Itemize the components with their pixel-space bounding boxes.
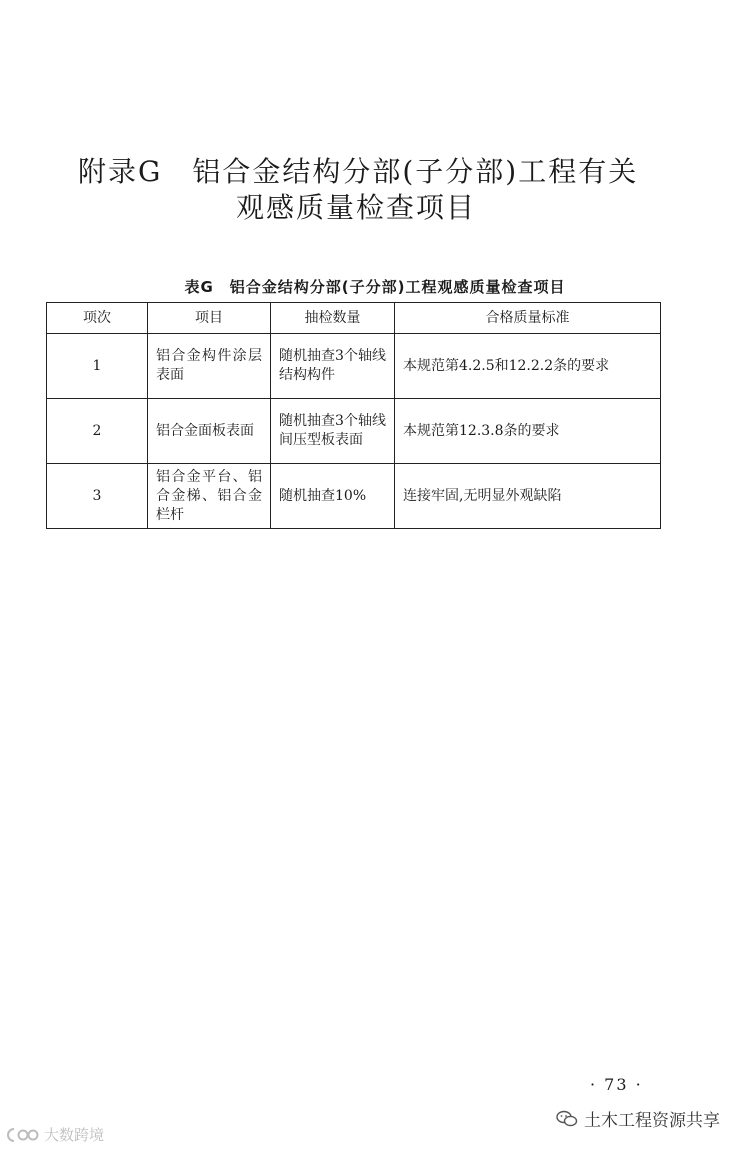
cell-sample-quantity: 随机抽查3个轴线结构构件 xyxy=(271,334,395,399)
header-quality-standard: 合格质量标准 xyxy=(395,303,661,334)
cell-index: 2 xyxy=(47,399,148,464)
watermark-left-text: 大数跨境 xyxy=(44,1126,105,1144)
table-caption: 表G 铝合金结构分部(子分部)工程观感质量检查项目 xyxy=(184,278,566,296)
cell-item: 铝合金面板表面 xyxy=(148,399,271,464)
watermark-right-text: 土木工程资源共享 xyxy=(584,1111,720,1131)
header-index: 项次 xyxy=(47,303,148,334)
watermark-left xyxy=(6,1124,104,1145)
table-row xyxy=(47,399,661,464)
appendix-title-line-2: 观感质量检查项目 xyxy=(236,191,477,224)
header-item: 项目 xyxy=(148,303,271,334)
cell-sample-quantity: 随机抽查10% xyxy=(271,464,395,529)
table-row xyxy=(47,334,661,399)
cell-quality-standard: 本规范第12.3.8条的要求 xyxy=(395,399,661,464)
header-sample-quantity: 抽检数量 xyxy=(271,303,395,334)
cell-quality-standard: 连接牢固,无明显外观缺陷 xyxy=(395,464,661,529)
wechat-icon xyxy=(556,1110,578,1128)
cell-sample-quantity: 随机抽查3个轴线间压型板表面 xyxy=(271,399,395,464)
table-header-row xyxy=(47,303,661,334)
cell-item: 铝合金构件涂层表面 xyxy=(148,334,271,399)
cell-index: 1 xyxy=(47,334,148,399)
table-row xyxy=(47,464,661,529)
watermark-right xyxy=(556,1106,720,1131)
page-number: · 73 · xyxy=(590,1075,643,1094)
appendix-title-line-1: 附录G 铝合金结构分部(子分部)工程有关 xyxy=(78,155,639,188)
cell-quality-standard: 本规范第4.2.5和12.2.2条的要求 xyxy=(395,334,661,399)
cell-item: 铝合金平台、铝合金梯、铝合金栏杆 xyxy=(148,464,271,529)
cell-index: 3 xyxy=(47,464,148,529)
brand-logo-icon xyxy=(6,1126,40,1144)
inspection-table xyxy=(46,302,661,529)
